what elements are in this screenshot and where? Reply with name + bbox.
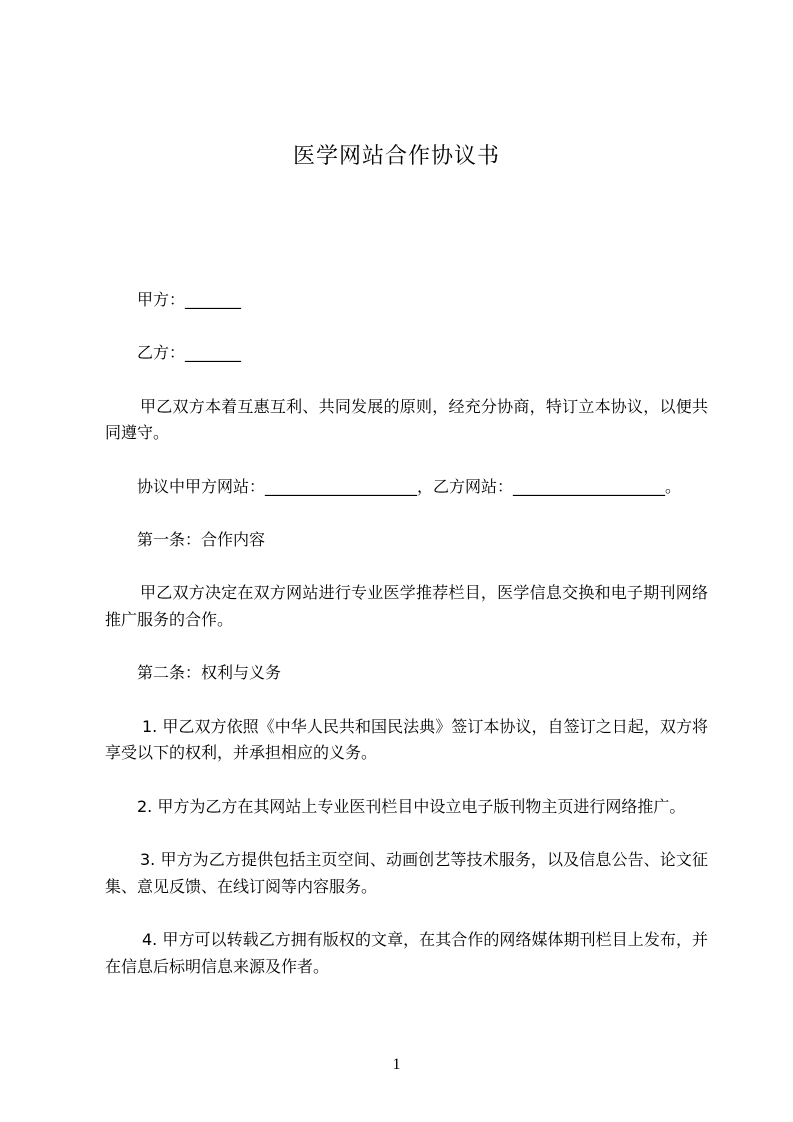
text-line: 第二条：权利与义务 xyxy=(137,663,282,683)
text-line: 在信息后标明信息来源及作者。 xyxy=(105,956,330,976)
text-line: 推广服务的合作。 xyxy=(105,610,234,630)
document-title: 医学网站合作协议书 xyxy=(292,144,500,169)
text-line: 甲乙双方决定在双方网站进行专业医学推荐栏目，医学信息交换和电子期刊网络 xyxy=(140,583,708,603)
party-b-line xyxy=(105,340,708,367)
clause-3 xyxy=(105,847,708,900)
page-number: 1 xyxy=(392,1056,401,1073)
clause-4 xyxy=(105,927,708,980)
text-line: 享受以下的权利，并承担相应的义务。 xyxy=(105,743,378,763)
text-line: 3. 甲方为乙方提供包括主页空间、动画创艺等技术服务，以及信息公告、论文征 xyxy=(140,850,708,870)
article-2-heading xyxy=(105,660,708,687)
text-line: 乙方：_______ xyxy=(137,343,242,363)
clause-2 xyxy=(105,794,708,821)
article-1-heading xyxy=(105,527,708,554)
preamble-paragraph xyxy=(105,394,708,447)
article-1-paragraph xyxy=(105,580,708,633)
text-line: 协议中甲方网站：___________________，乙方网站：___________________。 xyxy=(137,476,682,496)
text-line: 甲乙双方本着互惠互利、共同发展的原则，经充分协商，特订立本协议，以便共 xyxy=(140,396,708,416)
text-line: 集、意见反馈、在线订阅等内容服务。 xyxy=(105,876,378,896)
text-line: 第一条：合作内容 xyxy=(137,530,266,550)
websites-line xyxy=(105,474,708,501)
document-body xyxy=(105,287,708,1007)
text-line: 2. 甲方为乙方在其网站上专业医刊栏目中设立电子版刊物主页进行网络推广。 xyxy=(137,796,686,816)
clause-1 xyxy=(105,714,708,767)
text-line: 甲方：_______ xyxy=(137,290,242,309)
party-a-line xyxy=(105,287,708,314)
text-line: 同遵守。 xyxy=(105,423,170,443)
text-line: 1. 甲乙双方依照《中华人民共和国民法典》签订本协议，自签订之日起，双方将 xyxy=(142,716,708,736)
text-line: 4. 甲方可以转载乙方拥有版权的文章，在其合作的网络媒体期刊栏目上发布，并 xyxy=(142,930,708,950)
